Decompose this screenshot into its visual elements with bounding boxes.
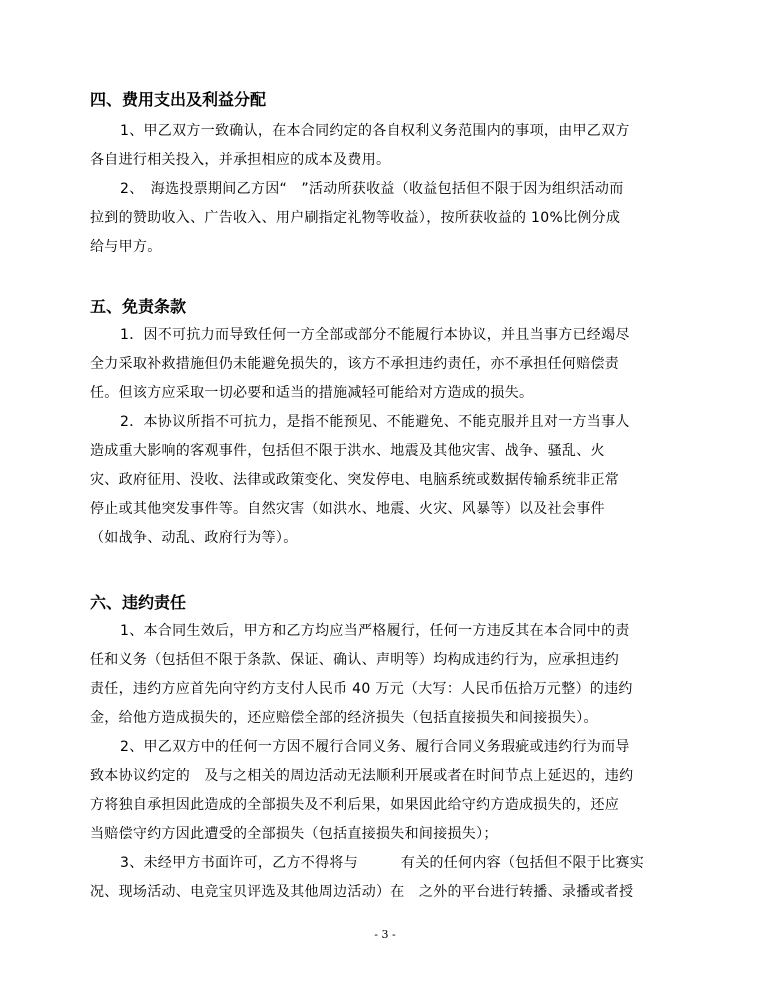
paragraph-line: 全力采取补救措施但仍未能避免损失的，该方不承担违约责任，亦不承担任何赔偿责 bbox=[90, 356, 620, 372]
paragraph-line: 造成重大影响的客观事件，包括但不限于洪水、地震及其他灾害、战争、骚乱、火 bbox=[90, 443, 605, 459]
paragraph-line: 方将独自承担因此造成的全部损失及不利后果，如果因此给守约方造成损失的，还应 bbox=[90, 797, 620, 813]
paragraph-line: 2、 海选投票期间乙方因“ ”活动所获收益（收益包括但不限于因为组织活动而 bbox=[120, 181, 624, 197]
paragraph-line: 金，给他方造成损失的，还应赔偿全部的经济损失（包括直接损失和间接损失）。 bbox=[90, 710, 598, 726]
paragraph-line: （如战争、动乱、政府行为等）。 bbox=[90, 530, 298, 546]
paragraph-line: 3、未经甲方书面许可，乙方不得将与 有关的任何内容（包括但不限于比赛实 bbox=[120, 855, 645, 871]
paragraph-line: 况、现场活动、电竞宝贝评选及其他周边活动）在 之外的平台进行转播、录播或者授 bbox=[90, 884, 634, 900]
section-heading-fees: 四、费用支出及利益分配 bbox=[90, 90, 267, 109]
paragraph-line: 任。但该方应采取一切必要和适当的措施减轻可能给对方造成的损失。 bbox=[90, 385, 534, 401]
paragraph-line: 致本协议约定的 及与之相关的周边活动无法顺利开展或者在时间节点上延迟的，违约 bbox=[90, 768, 634, 784]
paragraph-line: 停止或其他突发事件等。自然灾害（如洪水、地震、火灾、风暴等）以及社会事件 bbox=[90, 501, 605, 517]
paragraph-line: 灾、政府征用、没收、法律或政策变化、突发停电、电脑系统或数据传输系统非正常 bbox=[90, 472, 620, 488]
paragraph-line: 当赔偿守约方因此遭受的全部损失（包括直接损失和间接损失）； bbox=[90, 826, 498, 842]
paragraph-line: 拉到的赞助收入、广告收入、用户刷指定礼物等收益），按所获收益的 10%比例分成 bbox=[90, 210, 621, 226]
page-number: - 3 - bbox=[374, 928, 396, 941]
paragraph-line: 责任，违约方应首先向守约方支付人民币 40 万元（大写：人民币伍拾万元整）的违约 bbox=[90, 681, 633, 697]
paragraph-line: 1、甲乙双方一致确认，在本合同约定的各自权利义务范围内的事项，由甲乙双方 bbox=[120, 123, 630, 139]
paragraph-line: 1、本合同生效后，甲方和乙方均应当严格履行，任何一方违反其在本合同中的责 bbox=[120, 623, 630, 639]
paragraph-line: 2、甲乙双方中的任何一方因不履行合同义务、履行合同义务瑕疵或违约行为而导 bbox=[120, 739, 630, 755]
paragraph-line: 2．本协议所指不可抗力，是指不能预见、不能避免、不能克服并且对一方当事人 bbox=[120, 414, 630, 430]
paragraph-line: 给与甲方。 bbox=[90, 239, 162, 255]
section-heading-breach: 六、违约责任 bbox=[90, 593, 187, 612]
paragraph-line: 1．因不可抗力而导致任何一方全部或部分不能履行本协议，并且当事方已经竭尽 bbox=[120, 327, 630, 343]
section-heading-exemption: 五、免责条款 bbox=[90, 297, 187, 316]
paragraph-line: 各自进行相关投入，并承担相应的成本及费用。 bbox=[90, 152, 391, 168]
paragraph-line: 任和义务（包括但不限于条款、保证、确认、声明等）均构成违约行为，应承担违约 bbox=[90, 652, 620, 668]
